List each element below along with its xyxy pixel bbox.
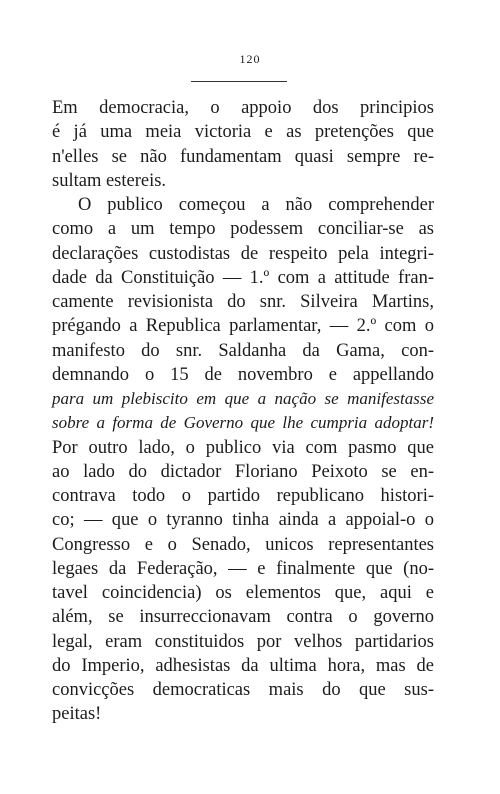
- text-line: para um plebiscito em que a nação se manifestasse: [52, 389, 434, 408]
- text-line: declarações custodistas de respeito pela integri-: [52, 243, 434, 264]
- text-line: co; — que o tyranno tinha ainda a appoial-o o: [52, 510, 434, 531]
- text-line: prégando a Republica parlamentar, — 2.º com o: [52, 316, 434, 337]
- text-line: legaes da Federação, — e finalmente que (no-: [52, 558, 434, 579]
- text-line: Em democracia, o appoio dos principios: [52, 98, 434, 118]
- text-line: contrava todo o partido republicano histori-: [52, 486, 434, 506]
- text-line: tavel coincidencia) os elementos que, aqui e: [52, 583, 434, 603]
- page-number: 120: [239, 52, 261, 66]
- text-line: legal, eram constituidos por velhos partidarios: [52, 631, 434, 652]
- text-line: dade da Constituição — 1.º com a attitude fran-: [52, 267, 434, 288]
- text-line: é já uma meia victoria e as pretenções que: [52, 122, 434, 143]
- text-line: O publico começou a não comprehender: [78, 195, 434, 215]
- text-line: convicções democraticas mais do que sus-: [52, 680, 434, 700]
- text-line: como a um tempo podessem conciliar-se as: [52, 219, 434, 240]
- text-line: peitas!: [52, 704, 102, 725]
- text-line: Por outro lado, o publico via com pasmo que: [52, 437, 434, 458]
- text-line: camente revisionista do snr. Silveira Martins,: [52, 292, 434, 312]
- header-rule: [191, 81, 287, 82]
- text-line: demnando o 15 de novembro e appellando: [52, 364, 434, 385]
- body-text: [52, 96, 434, 727]
- text-line: sobre a forma de Governo que lhe cumpria adoptar!: [52, 413, 434, 433]
- text-line: n'elles se não fundamentam quasi sempre re-: [52, 146, 434, 167]
- text-line: manifesto do snr. Saldanha da Gama, con-: [52, 340, 434, 361]
- text-line: além, se insurreccionavam contra o governo: [52, 607, 434, 628]
- text-line: sultam estereis.: [52, 170, 167, 191]
- text-line: Congresso e o Senado, unicos representantes: [52, 534, 434, 555]
- text-line: do Imperio, adhesistas da ultima hora, mas de: [52, 655, 434, 676]
- text-line: ao lado do dictador Floriano Peixoto se en-: [52, 461, 434, 482]
